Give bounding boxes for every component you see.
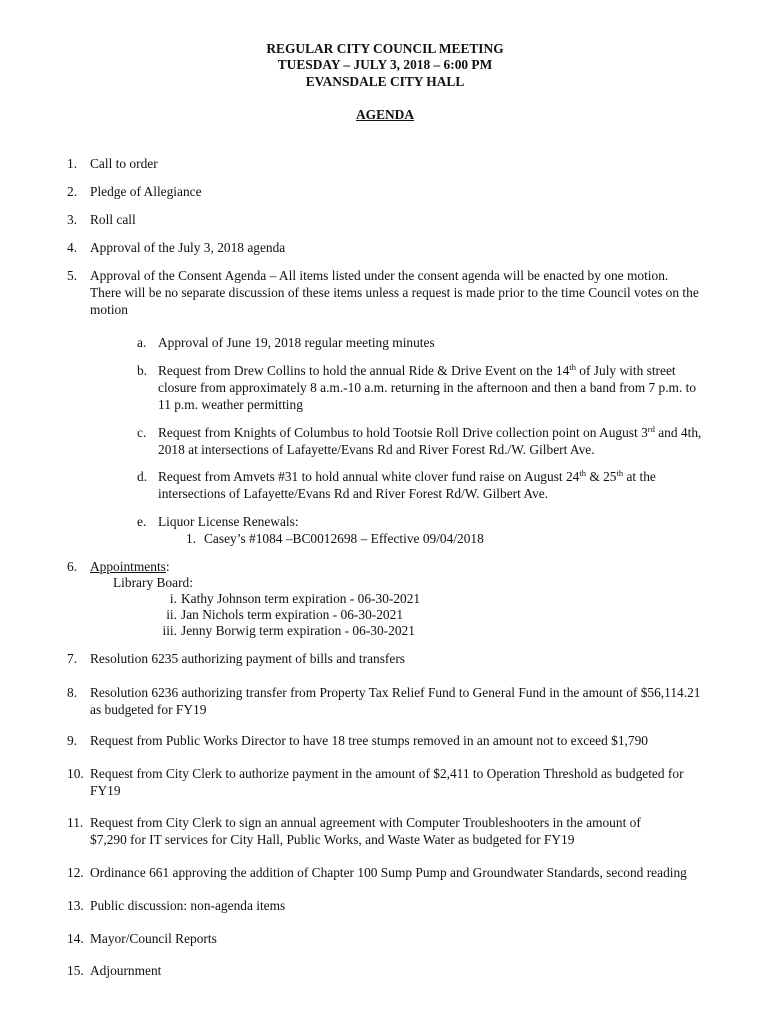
sub-item-letter: d. (137, 469, 148, 484)
board-member-text: Jenny Borwig term expiration - 06-30-2021 (181, 623, 415, 638)
item-text-line: motion (90, 302, 128, 317)
appointments-label: Appointments (90, 559, 166, 574)
item-text: Roll call (90, 212, 136, 227)
sub-item-letter: b. (137, 363, 148, 378)
item-text: Mayor/Council Reports (90, 931, 217, 946)
roman-numeral: i. (169, 591, 177, 606)
item-text: Request from Public Works Director to have 18 tree stumps removed in an amount not to exceed $1,790 (90, 733, 648, 748)
item-number: 15. (67, 963, 84, 978)
item-number: 5. (67, 268, 78, 283)
text-run: Request from Knights of Columbus to hold Tootsie Roll Drive collection point on August 3 (158, 425, 648, 440)
item-text: Adjournment (90, 963, 162, 978)
item-text-line: Request from City Clerk to sign an annual agreement with Computer Troubleshooters in the amount of (90, 815, 641, 830)
board-member-text: Jan Nichols term expiration - 06-30-2021 (181, 607, 404, 622)
item-number: 11. (67, 815, 84, 830)
item-text-line: as budgeted for FY19 (90, 702, 207, 717)
item-number: 2. (67, 184, 78, 199)
text-run: & 25 (586, 469, 617, 484)
board-member-text: Kathy Johnson term expiration - 06-30-2021 (181, 591, 421, 606)
item-text-line: There will be no separate discussion of these items unless a request is made prior to the time Council votes on the (90, 285, 699, 300)
sub-item-text-line: intersections of Lafayette/Evans Rd and River Forest Rd/W. Gilbert Ave. (158, 486, 549, 501)
item-number: 12. (67, 865, 84, 880)
nested-number: 1. (186, 531, 197, 546)
item-text-line: $7,290 for IT services for City Hall, Public Works, and Waste Water as budgeted for FY19 (90, 832, 575, 847)
item-number: 4. (67, 240, 78, 255)
sub-item-text: Approval of June 19, 2018 regular meeting minutes (158, 335, 435, 350)
text-run: at the (623, 469, 656, 484)
text-run: of July with street (575, 363, 676, 378)
item-text: Call to order (90, 156, 158, 171)
item-text-line: Approval of the Consent Agenda – All items listed under the consent agenda will be enacted by one motion. (90, 268, 669, 283)
item-number: 9. (67, 733, 78, 748)
board-label: Library Board: (113, 575, 193, 590)
item-number: 6. (67, 559, 78, 574)
text-run: and 4th, (654, 425, 702, 440)
sub-item-letter: c. (137, 425, 147, 440)
roman-numeral: iii. (162, 623, 177, 638)
item-text-line: Request from City Clerk to authorize payment in the amount of $2,411 to Operation Threshold as budgeted for (90, 766, 684, 781)
item-number: 13. (67, 898, 84, 913)
item-text-line: Resolution 6236 authorizing transfer from Property Tax Relief Fund to General Fund in the amount of $56,114.21 (90, 685, 701, 700)
item-number: 8. (67, 685, 78, 700)
sub-item-text-line: 2018 at intersections of Lafayette/Evans Rd and River Forest Rd./W. Gilbert Ave. (158, 442, 595, 457)
nested-text: Casey’s #1084 –BC0012698 – Effective 09/04/2018 (204, 531, 484, 546)
superscript: th (579, 468, 586, 478)
item-text-line: FY19 (90, 783, 121, 798)
sub-item-letter: e. (137, 514, 147, 529)
meeting-title: REGULAR CITY COUNCIL MEETING (266, 41, 504, 56)
sub-item-text-line (158, 425, 733, 441)
superscript: th (616, 468, 624, 478)
superscript: th (569, 362, 576, 372)
meeting-date: TUESDAY – JULY 3, 2018 – 6:00 PM (277, 57, 493, 72)
text-run: Request from Drew Collins to hold the annual Ride & Drive Event on the 14 (158, 363, 570, 378)
item-number: 3. (67, 212, 78, 227)
item-number: 1. (67, 156, 78, 171)
item-text: Approval of the July 3, 2018 agenda (90, 240, 286, 255)
text-run: Request from Amvets #31 to hold annual white clover fund raise on August 24 (158, 469, 580, 484)
item-text: Public discussion: non-agenda items (90, 898, 286, 913)
agenda-heading: AGENDA (355, 107, 415, 122)
item-number: 10. (67, 766, 84, 781)
meeting-location: EVANSDALE CITY HALL (305, 74, 465, 89)
item-number: 14. (67, 931, 84, 946)
item-number: 7. (67, 651, 78, 666)
sub-item-text-line: 11 p.m. weather permitting (158, 397, 303, 412)
sub-item-text: Liquor License Renewals: (158, 514, 299, 529)
superscript: rd (647, 424, 655, 434)
sub-item-letter: a. (137, 335, 147, 350)
item-text (90, 559, 730, 575)
item-text: Pledge of Allegiance (90, 184, 202, 199)
appointments-colon: : (165, 559, 170, 574)
item-text: Ordinance 661 approving the addition of Chapter 100 Sump Pump and Groundwater Standards, second reading (90, 865, 687, 880)
sub-item-text-line (158, 469, 733, 485)
sub-item-text-line (158, 363, 733, 379)
roman-numeral: ii. (166, 607, 177, 622)
item-text: Resolution 6235 authorizing payment of bills and transfers (90, 651, 405, 666)
sub-item-text-line: closure from approximately 8 a.m.-10 a.m. returning in the afternoon and then a band from 7 p.m. to (158, 380, 697, 395)
